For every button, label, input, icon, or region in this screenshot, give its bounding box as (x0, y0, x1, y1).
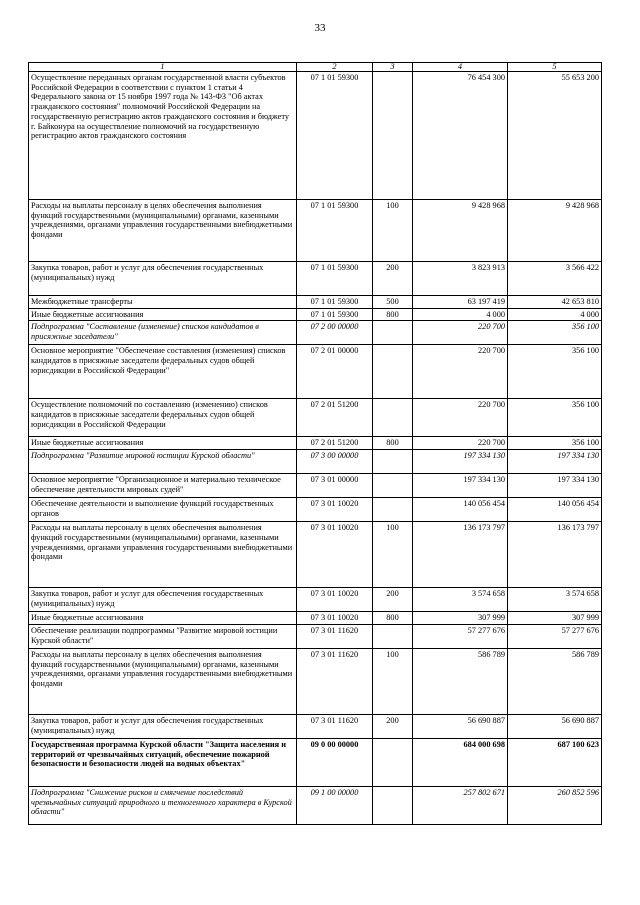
row-value-2017-cell: 307 999 (413, 612, 508, 625)
row-value-2017-cell: 56 690 887 (413, 714, 508, 738)
row-value-2018-cell: 136 173 797 (508, 522, 602, 588)
row-type-cell (373, 345, 413, 399)
table-row (29, 738, 602, 786)
row-name-cell: Расходы на выплаты персоналу в целях обеспечения выполнения функций государственными (муниципальными) органами, казенными учреждениями, органами управления государственными внебюджетными фондами (29, 522, 297, 588)
row-value-2017-cell: 3 823 913 (413, 262, 508, 296)
table-row (29, 612, 602, 625)
row-value-2018-cell: 3 574 658 (508, 588, 602, 612)
row-name-cell: Расходы на выплаты персоналу в целях обеспечения выполнения функций государственными (муниципальными) органами, казенными учреждениями, органами управления государственными внебюджетными фондами (29, 200, 297, 262)
row-name-cell: Основное мероприятие "Организационное и материально техническое обеспечение деятельности мировых судей" (29, 474, 297, 498)
row-value-2018-cell: 356 100 (508, 399, 602, 437)
row-value-2018-cell: 9 428 968 (508, 200, 602, 262)
row-type-cell (373, 498, 413, 522)
table-row (29, 437, 602, 450)
row-code-cell: 07 2 01 51200 (297, 399, 373, 437)
table-row (29, 714, 602, 738)
row-type-cell (373, 624, 413, 648)
row-value-2017-cell: 140 056 454 (413, 498, 508, 522)
row-value-2018-cell: 586 789 (508, 648, 602, 714)
row-code-cell: 07 3 01 11620 (297, 648, 373, 714)
table-row (29, 262, 602, 296)
row-type-cell (373, 786, 413, 824)
row-type-cell (373, 399, 413, 437)
header-cell: 1 (29, 63, 297, 72)
table-row (29, 321, 602, 345)
row-value-2017-cell: 220 700 (413, 321, 508, 345)
row-code-cell: 07 1 01 59300 (297, 308, 373, 321)
row-value-2017-cell: 76 454 300 (413, 72, 508, 200)
row-type-cell: 100 (373, 200, 413, 262)
row-code-cell: 09 0 00 00000 (297, 738, 373, 786)
table-row (29, 786, 602, 824)
table-row (29, 399, 602, 437)
row-code-cell: 07 1 01 59300 (297, 72, 373, 200)
row-name-cell: Межбюджетные трансферты (29, 296, 297, 309)
header-cell: 5 (508, 63, 602, 72)
row-name-cell: Обеспечение реализации подпрограммы "Развитие мировой юстиции Курской области" (29, 624, 297, 648)
row-value-2017-cell: 220 700 (413, 399, 508, 437)
row-value-2017-cell: 257 802 671 (413, 786, 508, 824)
table-row (29, 308, 602, 321)
row-code-cell: 07 3 00 00000 (297, 450, 373, 474)
row-name-cell: Расходы на выплаты персоналу в целях обеспечения выполнения функций государственными (муниципальными) органами, казенными учреждениями, органами управления государственными внебюджетными фондами (29, 648, 297, 714)
table-row (29, 588, 602, 612)
row-type-cell (373, 474, 413, 498)
table-row (29, 450, 602, 474)
row-type-cell: 800 (373, 612, 413, 625)
row-value-2017-cell: 220 700 (413, 437, 508, 450)
row-type-cell: 100 (373, 522, 413, 588)
row-code-cell: 07 2 01 00000 (297, 345, 373, 399)
row-code-cell: 07 3 01 10020 (297, 522, 373, 588)
row-value-2018-cell: 57 277 676 (508, 624, 602, 648)
row-name-cell: Обеспечение деятельности и выполнение функций государственных органов (29, 498, 297, 522)
header-cell: 2 (297, 63, 373, 72)
row-type-cell: 100 (373, 648, 413, 714)
row-value-2017-cell: 63 197 419 (413, 296, 508, 309)
row-value-2017-cell: 136 173 797 (413, 522, 508, 588)
row-value-2017-cell: 586 789 (413, 648, 508, 714)
row-value-2018-cell: 3 566 422 (508, 262, 602, 296)
row-value-2018-cell: 197 334 130 (508, 450, 602, 474)
row-code-cell: 07 2 00 00000 (297, 321, 373, 345)
table-row (29, 474, 602, 498)
row-type-cell (373, 72, 413, 200)
row-value-2017-cell: 220 700 (413, 345, 508, 399)
header-cell: 3 (373, 63, 413, 72)
row-value-2017-cell: 3 574 658 (413, 588, 508, 612)
row-code-cell: 07 1 01 59300 (297, 262, 373, 296)
row-value-2017-cell: 684 000 698 (413, 738, 508, 786)
row-code-cell: 09 1 00 00000 (297, 786, 373, 824)
table-row (29, 296, 602, 309)
header-cell: 4 (413, 63, 508, 72)
row-code-cell: 07 3 01 11620 (297, 714, 373, 738)
row-value-2018-cell: 356 100 (508, 437, 602, 450)
row-name-cell: Осуществление переданных органам государственной власти субъектов Российской Федерации в соответствии с пунктом 1 статьи 4 Федерального закона от 15 ноября 1997 года № 143-ФЗ "Об актах гражданского состояния" полномочий Российской Федерации на государственную регистрацию актов гражданского состояния и бюджету г. Байконура на осуществление полномочий на государственную регистрацию актов гражданского состояния (29, 72, 297, 200)
row-value-2018-cell: 687 100 623 (508, 738, 602, 786)
row-name-cell: Подпрограмма "Снижение рисков и смягчение последствий чрезвычайных ситуаций природного и техногенного характера в Курской области" (29, 786, 297, 824)
row-value-2017-cell: 197 334 130 (413, 474, 508, 498)
row-value-2018-cell: 356 100 (508, 345, 602, 399)
row-type-cell: 800 (373, 437, 413, 450)
row-value-2018-cell: 260 852 596 (508, 786, 602, 824)
row-value-2018-cell: 4 000 (508, 308, 602, 321)
row-name-cell: Подпрограмма "Составление (изменение) списков кандидатов в присяжные заседатели" (29, 321, 297, 345)
row-name-cell: Осуществление полномочий по составлению (изменению) списков кандидатов в присяжные заседатели федеральных судов общей юрисдикции в Российской Федерации (29, 399, 297, 437)
row-type-cell (373, 321, 413, 345)
row-value-2017-cell: 197 334 130 (413, 450, 508, 474)
row-type-cell (373, 738, 413, 786)
row-code-cell: 07 2 01 51200 (297, 437, 373, 450)
row-code-cell: 07 1 01 59300 (297, 200, 373, 262)
table-row (29, 200, 602, 262)
header-row (29, 63, 602, 72)
row-type-cell (373, 450, 413, 474)
row-name-cell: Подпрограмма "Развитие мировой юстиции Курской области" (29, 450, 297, 474)
row-value-2018-cell: 56 690 887 (508, 714, 602, 738)
row-type-cell: 200 (373, 588, 413, 612)
row-name-cell: Закупка товаров, работ и услуг для обеспечения государственных (муниципальных) нужд (29, 714, 297, 738)
table-row (29, 522, 602, 588)
row-code-cell: 07 3 01 10020 (297, 498, 373, 522)
row-value-2017-cell: 4 000 (413, 308, 508, 321)
row-name-cell: Иные бюджетные ассигнования (29, 437, 297, 450)
row-value-2017-cell: 9 428 968 (413, 200, 508, 262)
table-row (29, 624, 602, 648)
row-code-cell: 07 1 01 59300 (297, 296, 373, 309)
row-value-2018-cell: 55 653 200 (508, 72, 602, 200)
row-value-2017-cell: 57 277 676 (413, 624, 508, 648)
table-row (29, 648, 602, 714)
page-number: 33 (314, 22, 326, 34)
row-type-cell: 200 (373, 262, 413, 296)
row-code-cell: 07 3 01 11620 (297, 624, 373, 648)
row-name-cell: Закупка товаров, работ и услуг для обеспечения государственных (муниципальных) нужд (29, 588, 297, 612)
row-code-cell: 07 3 01 00000 (297, 474, 373, 498)
row-type-cell: 500 (373, 296, 413, 309)
row-code-cell: 07 3 01 10020 (297, 588, 373, 612)
row-value-2018-cell: 356 100 (508, 321, 602, 345)
row-type-cell: 800 (373, 308, 413, 321)
row-value-2018-cell: 197 334 130 (508, 474, 602, 498)
row-name-cell: Закупка товаров, работ и услуг для обеспечения государственных (муниципальных) нужд (29, 262, 297, 296)
row-type-cell: 200 (373, 714, 413, 738)
row-name-cell: Государственная программа Курской области "Защита населения и территорий от чрезвычайных ситуаций, обеспечение пожарной безопасности и безопасности людей на водных объектах" (29, 738, 297, 786)
row-value-2018-cell: 42 653 810 (508, 296, 602, 309)
row-value-2018-cell: 140 056 454 (508, 498, 602, 522)
table-row (29, 345, 602, 399)
row-value-2018-cell: 307 999 (508, 612, 602, 625)
row-code-cell: 07 3 01 10020 (297, 612, 373, 625)
budget-table (28, 62, 602, 825)
row-name-cell: Основное мероприятие "Обеспечение составления (изменения) списков кандидатов в присяжные заседатели федеральных судов общей юрисдикции в Российской Федерации" (29, 345, 297, 399)
row-name-cell: Иные бюджетные ассигнования (29, 308, 297, 321)
row-name-cell: Иные бюджетные ассигнования (29, 612, 297, 625)
table-row (29, 72, 602, 200)
table-row (29, 498, 602, 522)
